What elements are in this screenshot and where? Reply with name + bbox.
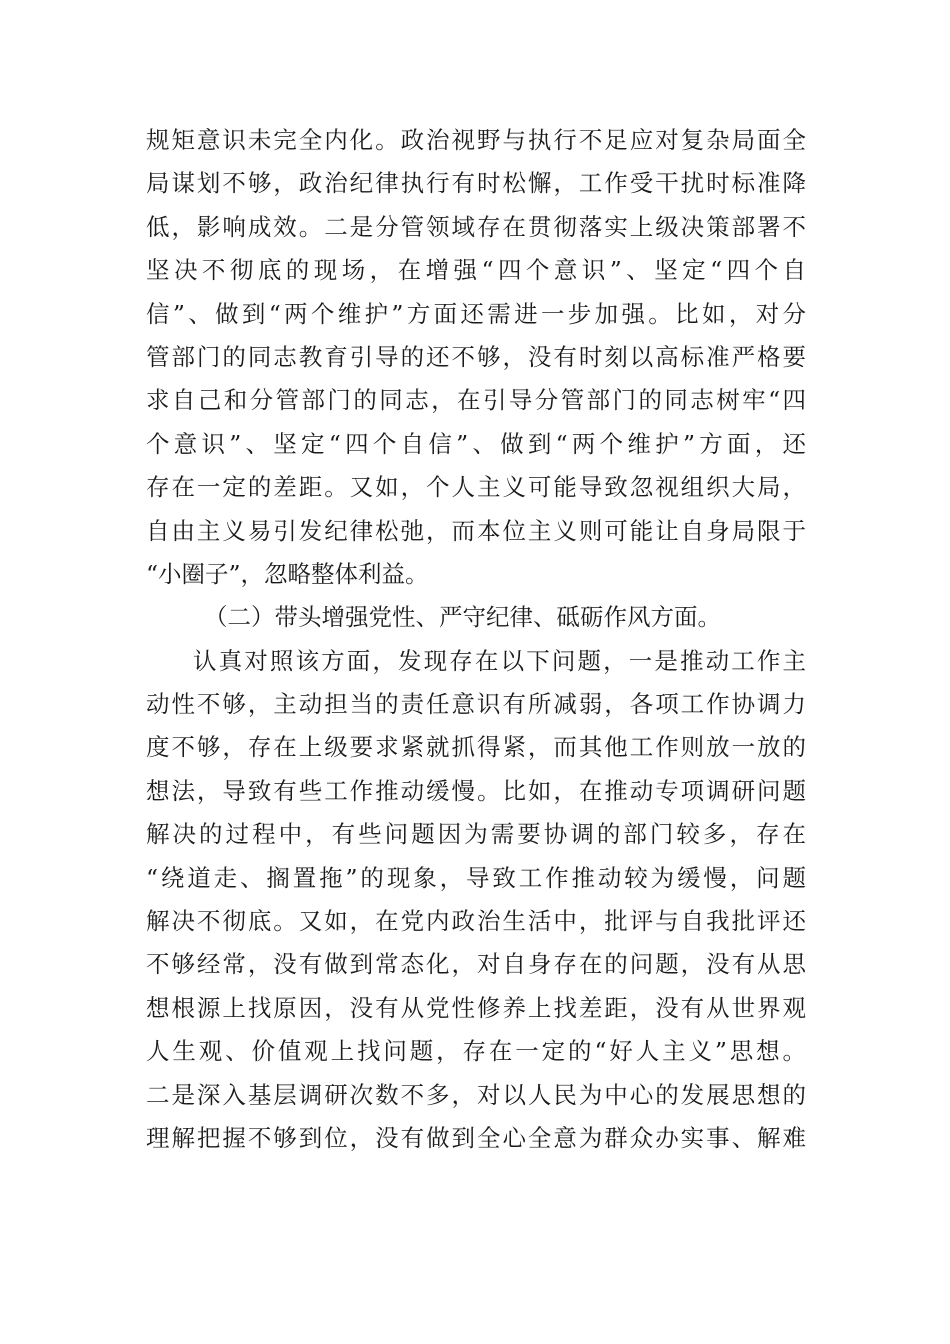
text-line: 度不够，存在上级要求紧就抓得紧，而其他工作则放一放的 [146, 733, 806, 762]
text-line: 个意识”、坚定“四个自信”、做到“两个维护”方面，还 [146, 429, 806, 458]
text-line: 动性不够，主动担当的责任意识有所减弱，各项工作协调力 [146, 690, 806, 719]
text-line: 局谋划不够，政治纪律执行有时松懈，工作受干扰时标准降 [146, 169, 806, 198]
text-line: 想根源上找原因，没有从党性修养上找差距，没有从世界观 [146, 993, 806, 1022]
paragraph-first-line: 认真对照该方面，发现存在以下问题，一是推动工作主 [193, 646, 806, 675]
text-line: 二是深入基层调研次数不多，对以人民为中心的发展思想的 [146, 1080, 806, 1109]
text-line: 信”、做到“两个维护”方面还需进一步加强。比如，对分 [146, 299, 806, 328]
document-body [146, 119, 806, 1160]
text-line: 人生观、价值观上找问题，存在一定的“好人主义”思想。 [146, 1037, 806, 1066]
text-line: “绕道走、搁置拖”的现象，导致工作推动较为缓慢，问题 [146, 863, 806, 892]
text-line: 坚决不彻底的现场，在增强“四个意识”、坚定“四个自 [146, 256, 806, 285]
text-line: “小圈子”，忽略整体利益。 [146, 559, 429, 588]
text-line: 不够经常，没有做到常态化，对自身存在的问题，没有从思 [146, 950, 806, 979]
text-line: 管部门的同志教育引导的还不够，没有时刻以高标准严格要 [146, 342, 806, 371]
text-line: 规矩意识未完全内化。政治视野与执行不足应对复杂局面全 [146, 126, 806, 154]
text-line: 求自己和分管部门的同志，在引导分管部门的同志树牢“四 [146, 386, 806, 415]
text-line: 理解把握不够到位，没有做到全心全意为群众办实事、解难 [146, 1123, 806, 1152]
text-line: 低，影响成效。二是分管领域存在贯彻落实上级决策部署不 [146, 212, 806, 241]
text-line: 存在一定的差距。又如，个人主义可能导致忽视组织大局， [146, 473, 806, 502]
section-heading: （二）带头增强党性、严守纪律、砥砺作风方面。 [204, 603, 721, 632]
text-line: 解决不彻底。又如，在党内政治生活中，批评与自我批评还 [146, 907, 806, 936]
text-line: 自由主义易引发纪律松弛，而本位主义则可能让自身局限于 [146, 516, 806, 545]
text-line: 解决的过程中，有些问题因为需要协调的部门较多，存在 [146, 820, 806, 849]
text-line: 想法，导致有些工作推动缓慢。比如，在推动专项调研问题 [146, 776, 806, 805]
